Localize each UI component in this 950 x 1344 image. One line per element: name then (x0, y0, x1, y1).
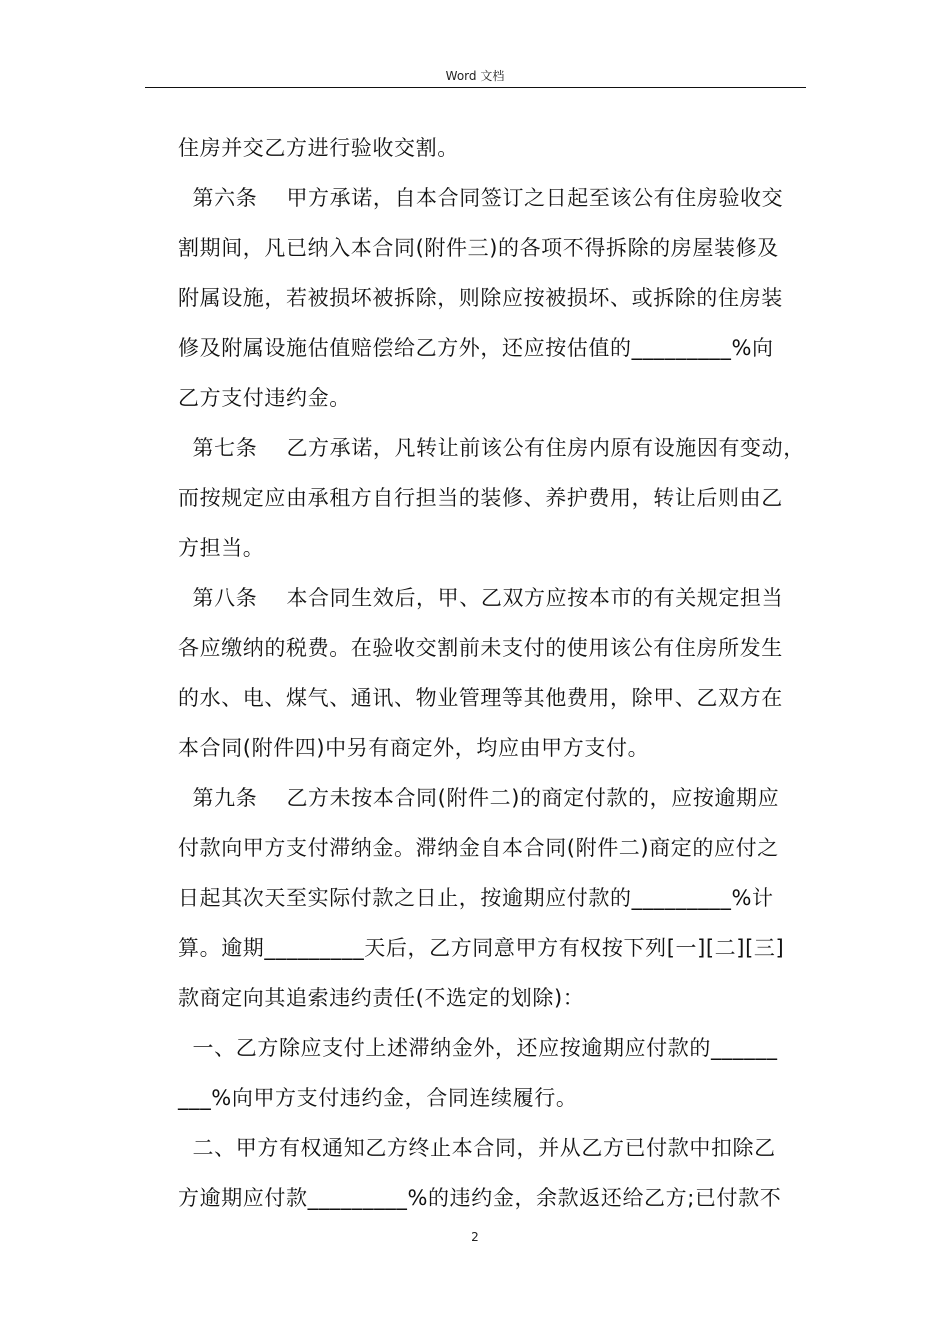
page-number: 2 (471, 1230, 479, 1244)
text-line: 款商定向其追索违约责任(不选定的划除)： (178, 986, 585, 1010)
text-line: 一、乙方除应支付上述滞纳金外，还应按逾期应付款的______ (178, 1036, 778, 1060)
text-line: 而按规定应由承租方自行担当的装修、养护费用，转让后则由乙 (178, 486, 783, 510)
text-line: 割期间，凡已纳入本合同(附件三)的各项不得拆除的房屋装修及 (178, 236, 779, 260)
text-line: 各应缴纳的税费。在验收交割前未支付的使用该公有住房所发生 (178, 636, 783, 660)
text-line: 日起其次天至实际付款之日止，按逾期应付款的_________%计 (178, 886, 774, 910)
text-line: 住房并交乙方进行验收交割。 (178, 136, 459, 160)
text-line: 本合同(附件四)中另有商定外，均应由甲方支付。 (178, 736, 650, 760)
text-line: 乙方支付违约金。 (178, 386, 351, 410)
text-line: 方担当。 (178, 536, 265, 560)
text-line: 二、甲方有权通知乙方终止本合同，并从乙方已付款中扣除乙 (178, 1136, 776, 1160)
text-line: 方逾期应付款_________%的违约金，余款返还给乙方;已付款不 (178, 1186, 782, 1210)
text-line: 算。逾期_________天后，乙方同意甲方有权按下列[一][二][三] (178, 936, 785, 960)
text-line: 附属设施，若被损坏被拆除，则除应按被损坏、或拆除的住房装 (178, 286, 783, 310)
text-line: 第八条 本合同生效后，甲、乙双方应按本市的有关规定担当 (178, 586, 784, 610)
text-line: 第九条 乙方未按本合同(附件二)的商定付款的，应按逾期应 (178, 786, 780, 810)
text-line: 的水、电、煤气、通讯、物业管理等其他费用，除甲、乙双方在 (178, 686, 783, 710)
text-line: 付款向甲方支付滞纳金。滞纳金自本合同(附件二)商定的应付之 (178, 836, 779, 860)
header-divider (145, 87, 806, 88)
text-line: 修及附属设施估值赔偿给乙方外，还应按估值的_________%向 (178, 336, 774, 360)
text-line: ___%向甲方支付违约金，合同连续履行。 (178, 1086, 578, 1110)
text-line: 第六条 甲方承诺，自本合同签订之日起至该公有住房验收交 (178, 186, 784, 210)
text-line: 第七条 乙方承诺，凡转让前该公有住房内原有设施因有变动， (178, 436, 805, 460)
page-header: Word 文档 (445, 69, 505, 83)
